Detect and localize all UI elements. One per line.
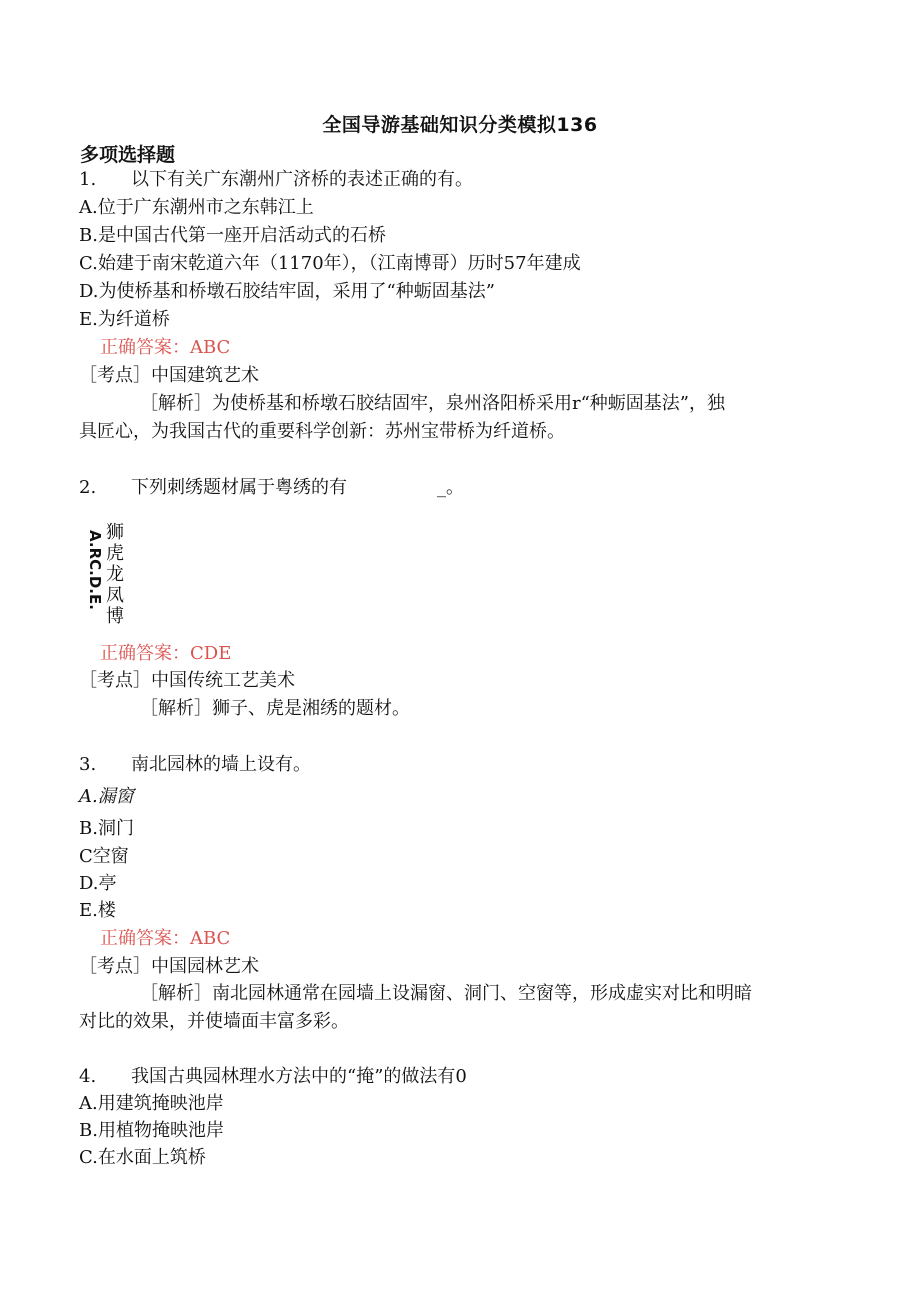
option-d: D.亭	[79, 873, 117, 894]
option-c: C空窗	[79, 846, 129, 867]
option-item: 龙	[106, 564, 124, 585]
correct-answer: 正确答案：ABC	[100, 337, 231, 358]
option-a: A.位于广东潮州市之东韩江上	[79, 197, 314, 218]
analysis-line: 对比的效果，并使墙面丰富多彩。	[79, 1011, 349, 1032]
question-3	[79, 753, 311, 777]
exam-point: ［考点］中国建筑艺术	[79, 365, 259, 386]
option-b: B.用植物掩映池岸	[79, 1120, 224, 1141]
correct-answer: 正确答案：ABC	[100, 928, 231, 949]
question-stem: 以下有关广东潮州广济桥的表述正确的有。	[131, 169, 473, 190]
option-a: A.用建筑掩映池岸	[79, 1093, 224, 1114]
question-number: 4.	[79, 1066, 97, 1087]
section-heading: 多项选择题	[80, 144, 176, 166]
option-c: C.始建于南宋乾道六年（1170年），（江南博哥）历时57年建成	[79, 253, 581, 274]
page-title: 全国导游基础知识分类模拟136	[322, 114, 598, 136]
question-stem: 南北园林的墙上设有。	[131, 754, 311, 775]
option-item: 虎	[106, 543, 124, 564]
question-stem: 我国古典园林理水方法中的“掩”的做法有0	[131, 1066, 467, 1087]
option-c: C.在水面上筑桥	[79, 1147, 206, 1168]
option-b: B.是中国古代第一座开启活动式的石桥	[79, 225, 386, 246]
option-a: A.漏窗	[79, 786, 134, 807]
question-number: 3.	[79, 754, 97, 775]
question-2	[79, 476, 464, 500]
exam-point: ［考点］中国传统工艺美术	[79, 670, 295, 691]
analysis-line: 具匠心，为我国古代的重要科学创新：苏州宝带桥为纤道桥。	[79, 421, 565, 442]
question-4	[79, 1065, 467, 1089]
analysis-line: ［解析］南北园林通常在园墙上设漏窗、洞门、空窗等，形成虚实对比和明暗	[140, 983, 752, 1004]
correct-answer: 正确答案：CDE	[100, 643, 232, 664]
option-d: D.为使桥基和桥墩石胶结牢固，采用了“种蛎固基法”	[79, 281, 495, 302]
question-number: 1.	[79, 169, 97, 190]
option-item: 狮	[106, 522, 124, 543]
option-item: 博	[106, 606, 124, 627]
option-letters-text: A.RC.D.E.	[86, 530, 104, 610]
analysis-line: ［解析］为使桥基和桥墩石胶结固牢，泉州洛阳桥采用r“种蛎固基法”，独	[140, 393, 726, 414]
option-b: B.洞门	[79, 818, 134, 839]
analysis-line: ［解析］狮子、虎是湘绣的题材。	[140, 698, 410, 719]
question-stem: 下列刺绣题材属于粤绣的有 _。	[131, 477, 464, 498]
option-letters	[84, 530, 104, 620]
exam-point: ［考点］中国园林艺术	[79, 956, 259, 977]
option-e: E.为纤道桥	[79, 309, 170, 330]
option-e: E.楼	[79, 900, 116, 921]
option-item: 凤	[106, 585, 124, 606]
question-1	[79, 168, 473, 192]
question-number: 2.	[79, 477, 97, 498]
option-list	[106, 522, 124, 627]
